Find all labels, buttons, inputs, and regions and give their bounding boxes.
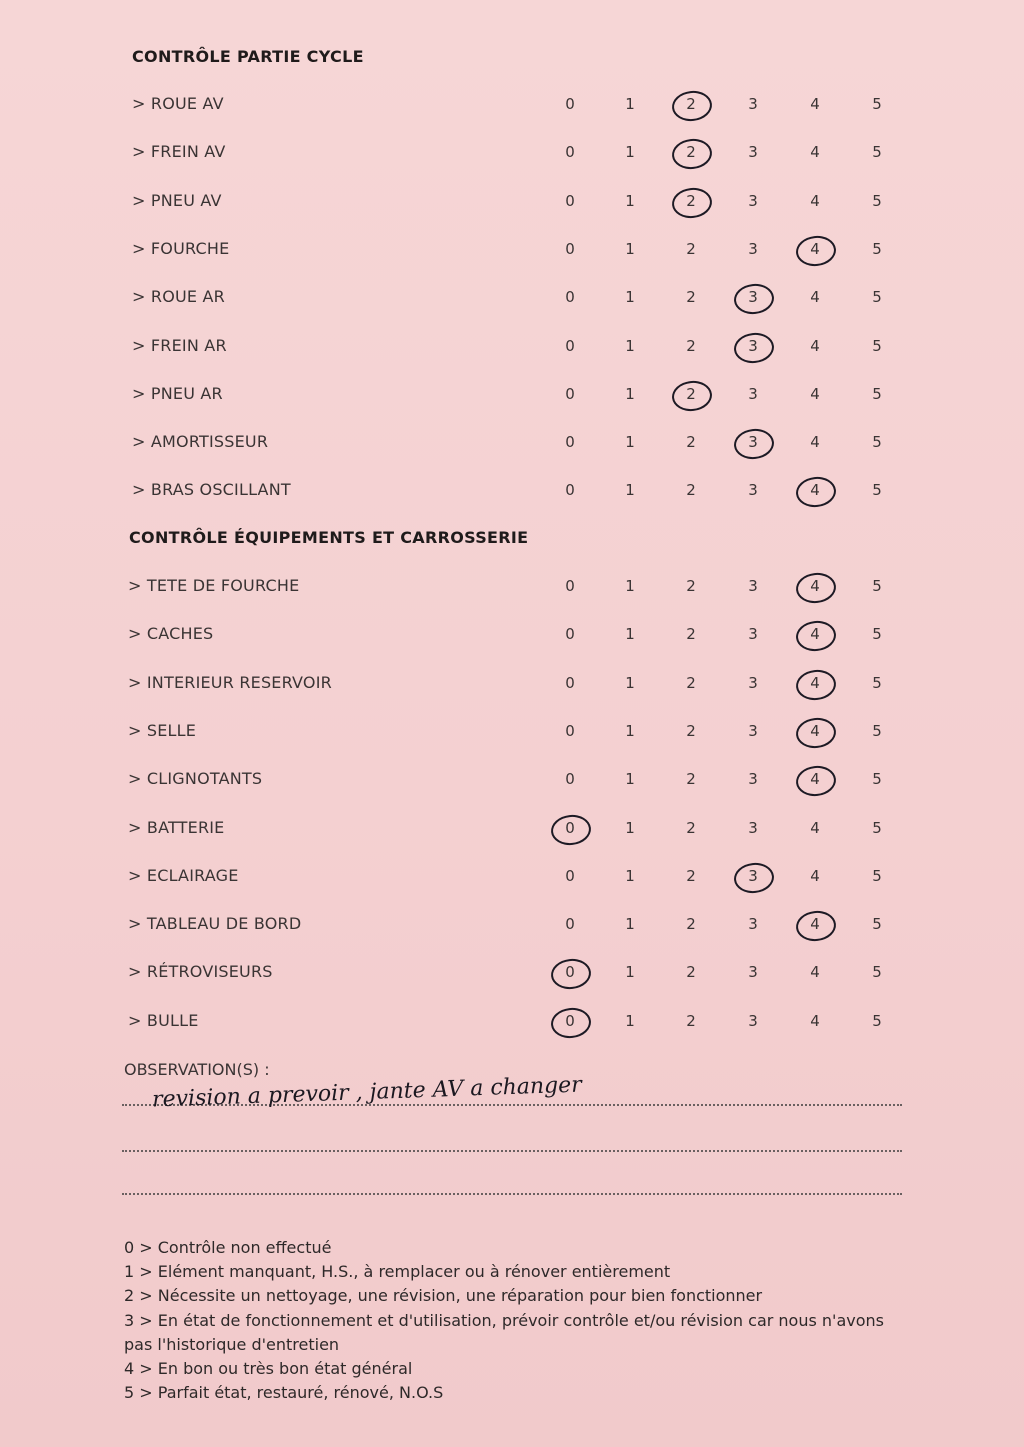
score-option: 3	[748, 721, 758, 740]
observations-title: OBSERVATION(S) :	[124, 1060, 270, 1079]
score-option: 1	[625, 239, 635, 258]
score-option: 2	[686, 963, 696, 982]
score-option: 2	[686, 577, 696, 595]
score-option: 5	[872, 915, 882, 934]
score-selected: 4	[795, 909, 835, 939]
score-option: 0	[565, 288, 575, 307]
legend-item: 2 > Nécessite un nettoyage, une révision, une réparation pour bien fonctionner	[124, 1286, 763, 1306]
score-option: 0	[565, 673, 575, 692]
score-option: 5	[872, 336, 882, 355]
score-option: 5	[872, 288, 882, 307]
score-option: 3	[748, 384, 758, 403]
score-option: 2	[686, 288, 696, 307]
score-selected: 3	[733, 427, 773, 457]
score-option: 0	[565, 915, 575, 934]
score-option: 0	[565, 577, 575, 595]
checklist-item-label: > AMORTISSEUR	[132, 432, 269, 452]
score-option: 1	[625, 143, 635, 162]
score-option: 2	[686, 481, 696, 500]
score-option: 1	[625, 191, 635, 210]
score-option: 1	[625, 433, 635, 452]
score-option: 4	[810, 384, 820, 403]
score-selected: 2	[671, 137, 711, 167]
score-option: 5	[872, 963, 882, 982]
checklist-item-label: > PNEU AV	[132, 190, 222, 210]
legend-item: 1 > Elément manquant, H.S., à remplacer ou à rénover entièrement	[124, 1262, 671, 1282]
score-selected: 3	[733, 861, 773, 891]
score-option: 3	[748, 143, 758, 162]
score-option: 4	[810, 143, 820, 162]
score-option: 4	[810, 95, 820, 113]
section-title-equipment: CONTRÔLE ÉQUIPEMENTS ET CARROSSERIE	[129, 528, 529, 547]
score-option: 3	[748, 1011, 758, 1030]
score-option: 3	[748, 963, 758, 982]
score-option: 1	[625, 95, 635, 113]
score-selected: 4	[795, 619, 835, 649]
checklist-row	[0, 142, 1024, 174]
checklist-item-label: > TABLEAU DE BORD	[128, 914, 302, 934]
score-option: 2	[686, 770, 696, 789]
checklist-item-label: > FREIN AV	[132, 142, 226, 162]
checklist-item-label: > FOURCHE	[132, 238, 230, 258]
score-option: 5	[872, 818, 882, 837]
score-option: 2	[686, 625, 696, 644]
score-option: 0	[565, 95, 575, 113]
checklist-row	[0, 239, 1024, 271]
checklist-item-label: > RÉTROVISEURS	[128, 962, 273, 982]
checklist-item-label: > CACHES	[128, 624, 214, 644]
checklist-item-label: > ROUE AR	[132, 287, 225, 307]
score-option: 3	[748, 481, 758, 500]
checklist-row	[0, 287, 1024, 319]
score-option: 3	[748, 191, 758, 210]
score-option: 1	[625, 915, 635, 934]
score-selected: 2	[671, 379, 711, 409]
score-option: 1	[625, 384, 635, 403]
observation-line-3	[122, 1193, 902, 1195]
score-option: 0	[565, 239, 575, 258]
score-option: 5	[872, 770, 882, 789]
checklist-row	[0, 384, 1024, 416]
checklist-item-label: > BRAS OSCILLANT	[132, 480, 291, 500]
score-option: 4	[810, 963, 820, 982]
score-selected: 2	[671, 89, 711, 119]
score-option: 3	[748, 915, 758, 934]
score-selected: 0	[550, 813, 590, 843]
score-option: 1	[625, 721, 635, 740]
score-option: 5	[872, 1011, 882, 1030]
score-option: 1	[625, 818, 635, 837]
checklist-row	[0, 721, 1024, 753]
score-selected: 4	[795, 716, 835, 746]
score-option: 4	[810, 1011, 820, 1030]
score-selected: 4	[795, 571, 835, 601]
checklist-row	[0, 866, 1024, 898]
checklist-row	[0, 769, 1024, 801]
checklist-row	[0, 962, 1024, 994]
checklist-row	[0, 624, 1024, 656]
score-option: 0	[565, 770, 575, 789]
legend-item: 0 > Contrôle non effectué	[124, 1238, 332, 1257]
score-selected: 4	[795, 475, 835, 505]
score-option: 0	[565, 866, 575, 885]
score-selected: 2	[671, 186, 711, 216]
score-option: 0	[565, 433, 575, 452]
score-option: 1	[625, 1011, 635, 1030]
score-option: 3	[748, 577, 758, 595]
score-selected: 3	[733, 331, 773, 361]
score-option: 3	[748, 770, 758, 789]
checklist-row	[0, 1011, 1024, 1043]
score-option: 2	[686, 721, 696, 740]
checklist-item-label: > ROUE AV	[132, 94, 224, 113]
score-option: 0	[565, 191, 575, 210]
score-option: 5	[872, 433, 882, 452]
score-option: 3	[748, 818, 758, 837]
checklist-item-label: > PNEU AR	[132, 383, 223, 403]
score-option: 0	[565, 384, 575, 403]
score-option: 5	[872, 866, 882, 885]
score-selected: 3	[733, 282, 773, 312]
score-option: 5	[872, 95, 882, 113]
score-option: 5	[872, 625, 882, 644]
score-selected: 4	[795, 234, 835, 264]
checklist-item-label: > BATTERIE	[128, 817, 225, 837]
checklist-item-label: > SELLE	[128, 720, 197, 740]
score-option: 1	[625, 481, 635, 500]
score-option: 2	[686, 336, 696, 355]
score-option: 5	[872, 673, 882, 692]
legend-item: 3 > En état de fonctionnement et d'utilisation, prévoir contrôle et/ou révision car nous n'avons pas l'historique d'entretien	[124, 1310, 890, 1354]
score-option: 5	[872, 481, 882, 500]
score-option: 3	[748, 673, 758, 692]
score-option: 0	[565, 143, 575, 162]
score-option: 5	[872, 721, 882, 740]
checklist-row	[0, 336, 1024, 368]
score-option: 1	[625, 336, 635, 355]
score-option: 4	[810, 191, 820, 210]
score-option: 4	[810, 336, 820, 355]
score-option: 2	[686, 433, 696, 452]
score-option: 0	[565, 625, 575, 644]
checklist-row	[0, 191, 1024, 223]
score-option: 0	[565, 336, 575, 355]
score-option: 5	[872, 577, 882, 595]
score-option: 2	[686, 818, 696, 837]
score-option: 1	[625, 770, 635, 789]
score-option: 5	[872, 239, 882, 258]
observation-line-2	[122, 1150, 902, 1152]
score-option: 3	[748, 625, 758, 644]
checklist-row	[0, 914, 1024, 946]
score-option: 4	[810, 866, 820, 885]
legend-item: 5 > Parfait état, restauré, rénové, N.O.S	[124, 1383, 444, 1403]
score-option: 0	[565, 721, 575, 740]
score-option: 1	[625, 866, 635, 885]
score-option: 3	[748, 239, 758, 258]
checklist-row	[0, 673, 1024, 705]
score-option: 4	[810, 433, 820, 452]
score-option: 5	[872, 143, 882, 162]
score-option: 1	[625, 625, 635, 644]
score-selected: 0	[550, 1006, 590, 1036]
score-selected: 4	[795, 764, 835, 794]
checklist-item-label: > ECLAIRAGE	[128, 865, 239, 885]
score-option: 1	[625, 963, 635, 982]
checklist-row	[0, 432, 1024, 464]
score-selected: 0	[550, 957, 590, 987]
checklist-item-label: > FREIN AR	[132, 335, 227, 355]
score-option: 1	[625, 577, 635, 595]
checklist-row	[0, 480, 1024, 512]
score-option: 3	[748, 95, 758, 113]
score-selected: 4	[795, 668, 835, 698]
legend-item: 4 > En bon ou très bon état général	[124, 1359, 413, 1379]
score-option: 5	[872, 384, 882, 403]
checklist-row	[0, 94, 1024, 126]
score-option: 0	[565, 481, 575, 500]
section-title-cycle: CONTRÔLE PARTIE CYCLE	[132, 47, 364, 66]
score-option: 2	[686, 673, 696, 692]
checklist-row	[0, 576, 1024, 608]
score-option: 2	[686, 239, 696, 258]
checklist-row	[0, 818, 1024, 850]
score-option: 2	[686, 866, 696, 885]
score-option: 2	[686, 915, 696, 934]
score-option: 1	[625, 673, 635, 692]
legend	[124, 1236, 914, 1405]
score-option: 5	[872, 191, 882, 210]
checklist-item-label: > BULLE	[128, 1010, 199, 1030]
observation-handwritten: revision a prevoir , jante AV a changer	[151, 1072, 583, 1113]
score-option: 2	[686, 1011, 696, 1030]
checklist-item-label: > CLIGNOTANTS	[128, 769, 263, 789]
score-option: 1	[625, 288, 635, 307]
checklist-item-label: > INTERIEUR RESERVOIR	[128, 672, 332, 692]
score-option: 4	[810, 288, 820, 307]
checklist-item-label: > TETE DE FOURCHE	[128, 576, 300, 595]
score-option: 4	[810, 818, 820, 837]
